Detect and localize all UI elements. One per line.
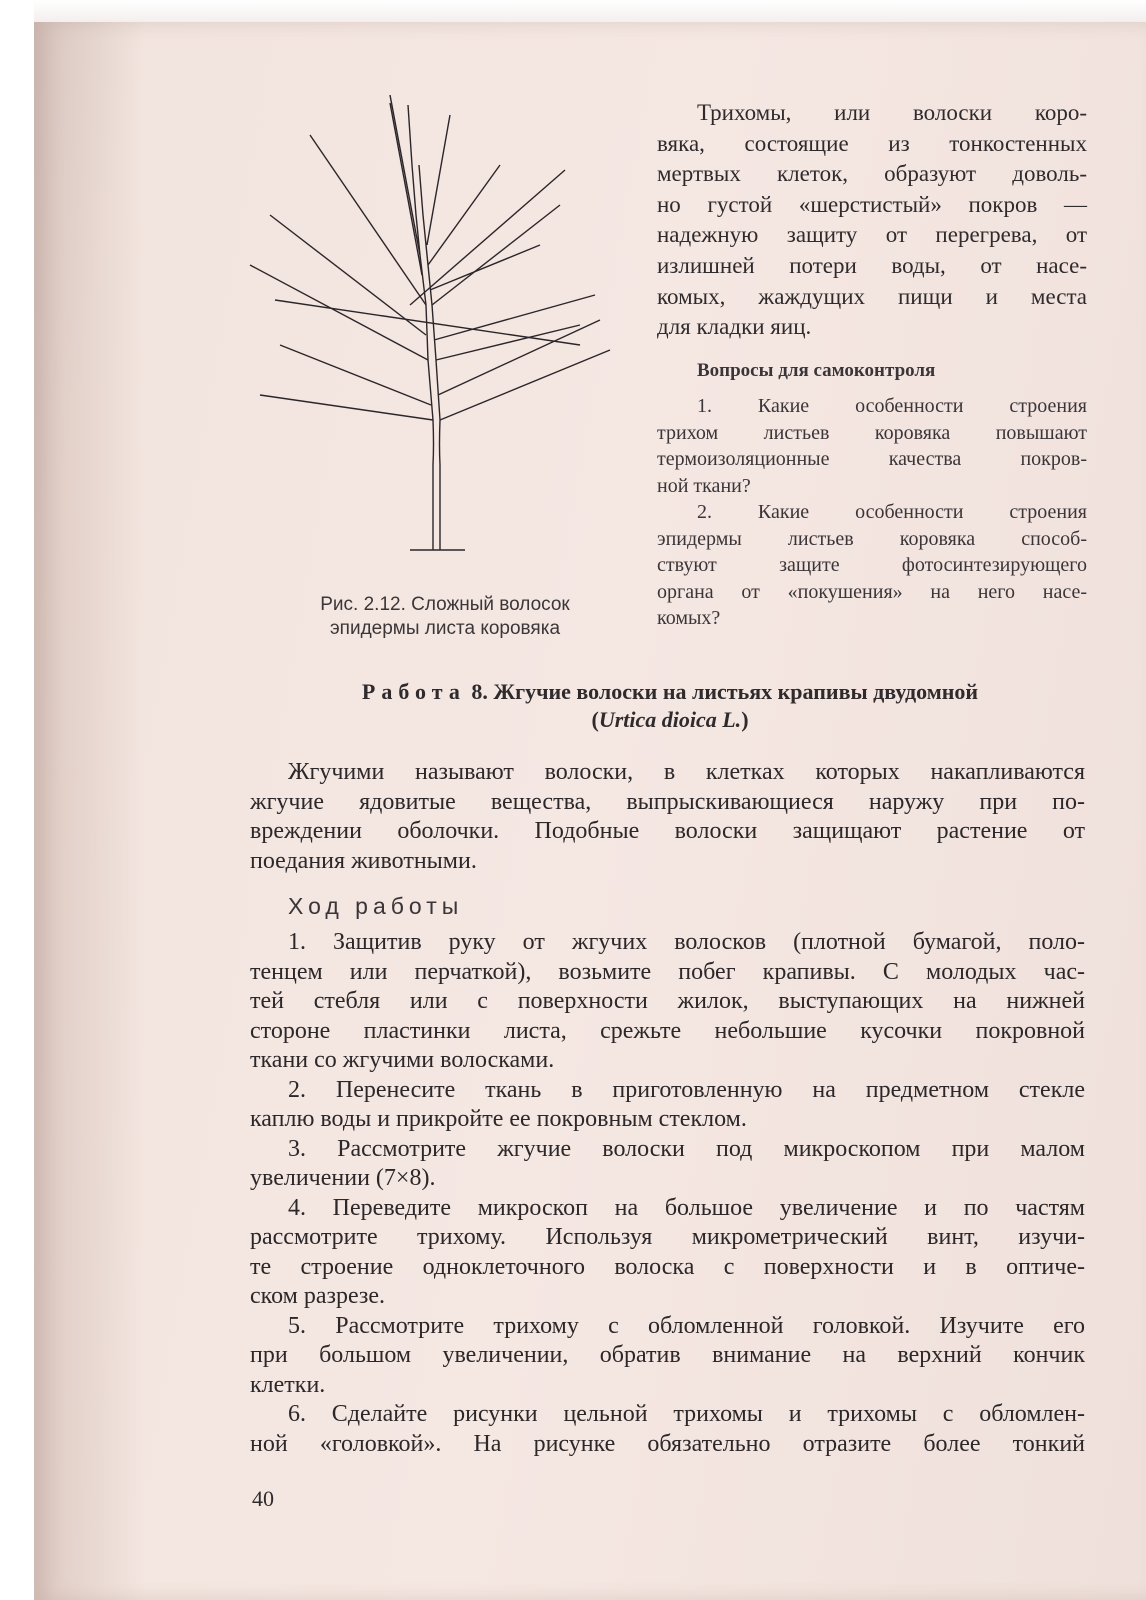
step-line: стороне пластинки листа, срежьте небольшие кусочки покровной <box>250 1017 1085 1044</box>
intro-line: комых, жаждущих пищи и места <box>657 283 1087 309</box>
figure-caption <box>270 593 620 641</box>
definition-line: жгучие ядовитые вещества, выпрыскивающиеся наружу при по- <box>250 788 1085 815</box>
questions-heading: Вопросы для самоконтроля <box>697 360 936 381</box>
step-line: 3. Рассмотрите жгучие волоски под микроскопом при малом <box>288 1135 1085 1162</box>
step-line: ском разрезе. <box>250 1283 386 1309</box>
latin-name: Urtica dioica L. <box>598 707 742 732</box>
step-line: 2. Перенесите ткань в приготовленную на предметном стекле <box>288 1076 1085 1103</box>
definition-line: Жгучими называют волоски, в клетках которых накапливаются <box>288 759 1085 785</box>
work-title-text: 8. Жгучие волоски на листьях крапивы двудомной <box>471 679 979 704</box>
question-line: термоизоляционные качества покров- <box>657 448 1087 470</box>
step-1 <box>250 928 1085 1076</box>
question-line: ной ткани? <box>657 474 751 497</box>
intro-line: Трихомы, или волоски коро- <box>697 100 1087 125</box>
definition-line: поедания животными. <box>250 847 477 874</box>
question-2 <box>657 499 1087 632</box>
step-line: ткани со жгучими волосками. <box>250 1047 555 1073</box>
definition-paragraph <box>250 758 1085 876</box>
step-line: рассмотрите трихому. Используя микрометрический винт, изучи- <box>250 1224 1085 1250</box>
procedure-steps <box>250 928 1085 1459</box>
trichome-illustration <box>240 95 620 555</box>
question-line: трихом листьев коровяка повышают <box>657 421 1087 444</box>
step-line: каплю воды и прикройте ее покровным стеклом. <box>250 1106 747 1132</box>
work-title <box>240 678 1100 734</box>
intro-line: надежную защиту от перегрева, от <box>657 222 1087 248</box>
question-1 <box>657 393 1087 499</box>
step-line: тенцем или перчаткой), возьмите побег крапивы. С молодых час- <box>250 958 1085 985</box>
step-line: клетки. <box>250 1371 326 1398</box>
step-line: при большом увеличении, обратив внимание на верхний кончик <box>250 1342 1085 1368</box>
definition-line: вреждении оболочки. Подобные волоски защищают растение от <box>250 818 1085 844</box>
question-line: эпидермы листьев коровяка способ- <box>657 527 1087 550</box>
step-2 <box>250 1076 1085 1135</box>
question-line: комых? <box>657 607 721 629</box>
step-line: тей стебля или с поверхности жилок, выступающих на нижней <box>250 988 1085 1014</box>
step-4 <box>250 1194 1085 1312</box>
step-5 <box>250 1312 1085 1401</box>
intro-line: излишней потери воды, от насе- <box>657 252 1087 278</box>
intro-line: для кладки яиц. <box>657 314 812 340</box>
caption-line-2: эпидермы листа коровяка <box>329 618 561 639</box>
intro-line: мертвых клеток, образуют доволь- <box>657 161 1087 187</box>
step-line: 5. Рассмотрите трихому с обломленной головкой. Изучите его <box>288 1312 1085 1339</box>
step-line: ной «головкой». На рисунке обязательно отразите более тонкий <box>250 1430 1085 1457</box>
work-label: Работа <box>361 679 466 704</box>
step-3 <box>250 1135 1085 1194</box>
question-line: 2. Какие особенности строения <box>697 501 1087 523</box>
step-6 <box>250 1400 1085 1459</box>
step-line: увеличении (7×8). <box>250 1165 436 1191</box>
intro-line: но густой «шерстистый» покров — <box>657 191 1087 217</box>
intro-line: вяка, состоящие из тонкостенных <box>657 130 1087 156</box>
question-line: 1. Какие особенности строения <box>697 395 1087 417</box>
caption-line-1: Рис. 2.12. Сложный волосок <box>320 594 570 615</box>
step-line: 4. Переведите микроскоп на большое увеличение и по частям <box>288 1194 1085 1221</box>
step-line: 6. Сделайте рисунки цельной трихомы и трихомы с обломлен- <box>288 1401 1085 1427</box>
procedure-heading: Ход работы <box>288 893 464 919</box>
intro-paragraph <box>657 98 1087 343</box>
question-line: ствуют защите фотосинтезирующего <box>657 554 1087 576</box>
step-line: 1. Защитив руку от жгучих волосков (плотной бумагой, поло- <box>288 929 1085 955</box>
latin-open-paren: ( <box>591 707 599 732</box>
question-line: органа от «покушения» на него насе- <box>657 580 1087 603</box>
latin-close-paren: ) <box>741 707 749 732</box>
page-number: 40 <box>252 1486 274 1511</box>
scan-top-edge <box>34 0 1146 22</box>
step-line: те строение одноклеточного волоска с поверхности и в оптиче- <box>250 1253 1085 1280</box>
